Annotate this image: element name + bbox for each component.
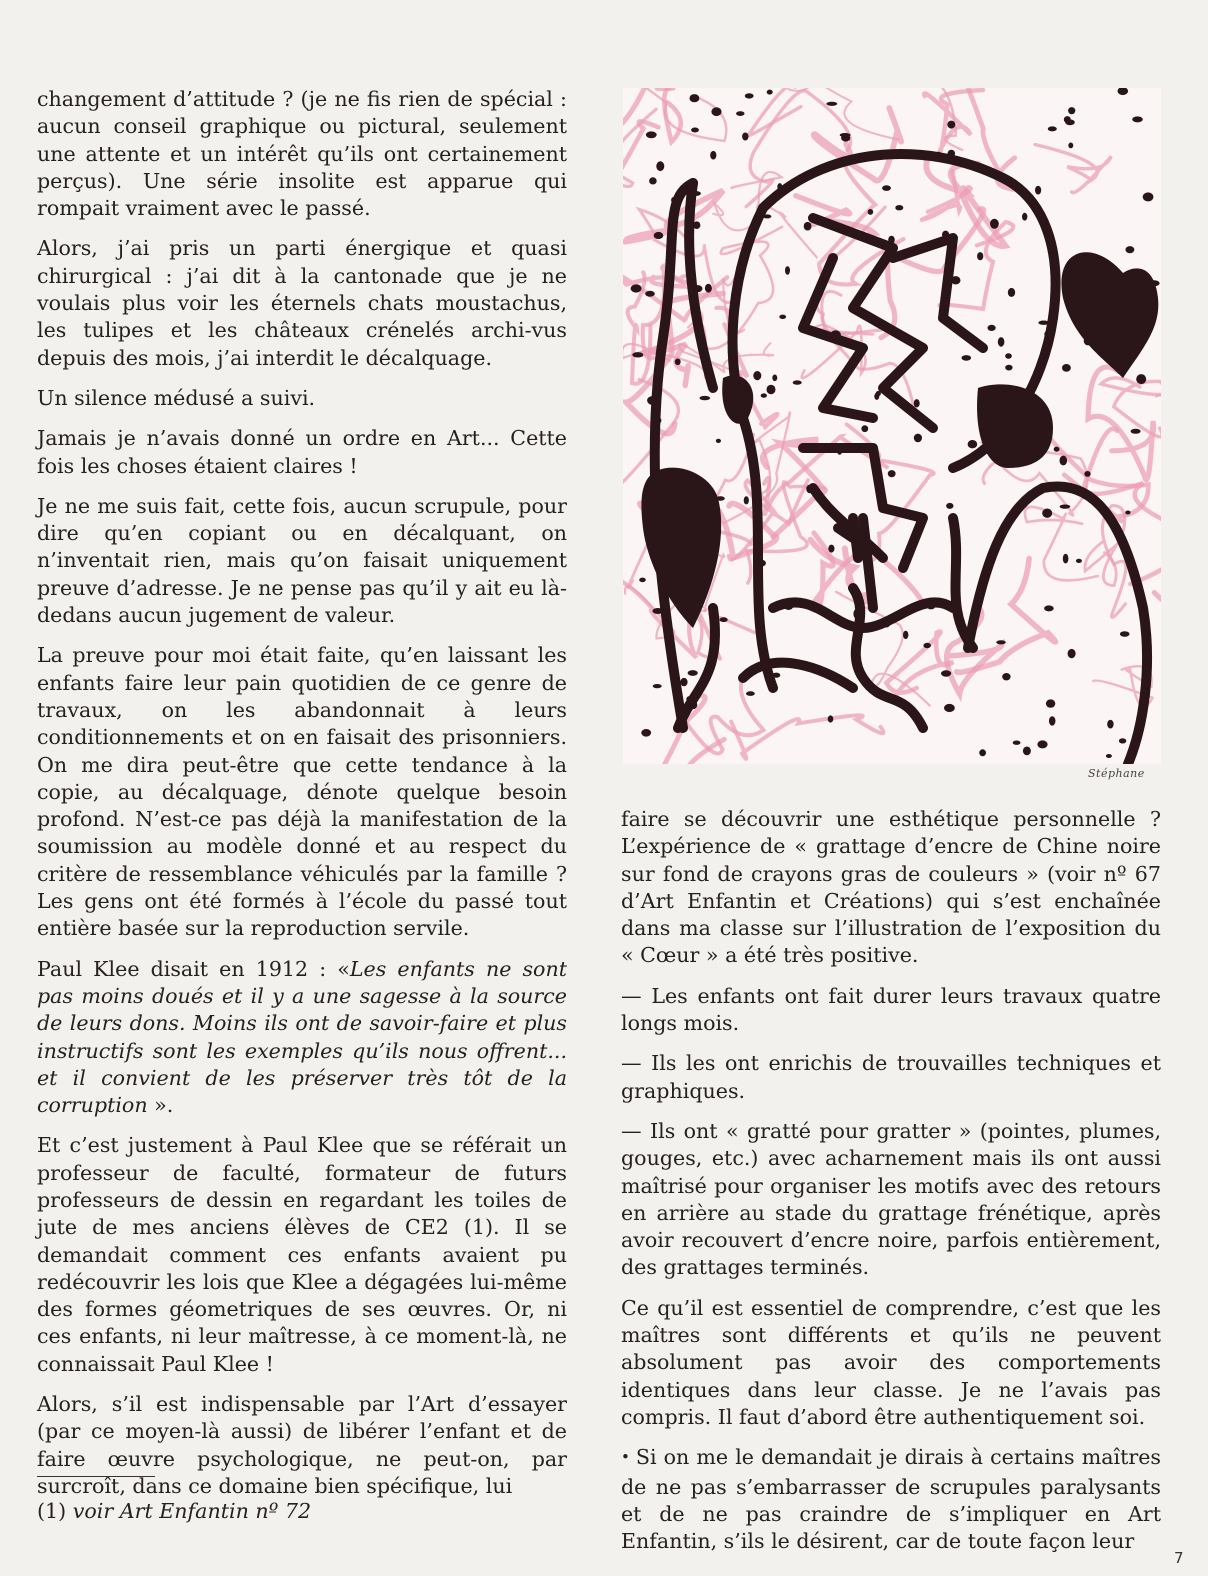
ink-dot <box>998 337 1005 347</box>
ink-dot <box>923 643 931 648</box>
ink-dot <box>968 440 978 448</box>
ink-dot <box>1063 554 1069 564</box>
paragraph: — Ils les ont enrichis de trouvailles techniques et graphiques. <box>621 1051 1161 1103</box>
ink-dot <box>936 152 942 156</box>
ink-dot <box>674 587 683 593</box>
ink-dot <box>1119 738 1126 743</box>
ink-dot <box>1037 740 1047 748</box>
ink-dot <box>654 232 664 239</box>
ink-dot <box>947 121 955 129</box>
ink-dot <box>631 284 642 292</box>
footnote <box>37 1498 311 1525</box>
ink-dot <box>1106 754 1112 758</box>
ink-dot <box>759 560 766 566</box>
ink-dot <box>793 380 802 384</box>
ink-dot <box>711 107 721 116</box>
ink-scratch-drawing <box>623 88 1161 764</box>
ink-dot <box>903 631 908 639</box>
ink-dot <box>1132 116 1143 122</box>
ink-dot <box>948 150 956 157</box>
ink-dot <box>705 284 712 293</box>
ink-dot <box>1107 720 1113 729</box>
ink-dot <box>1068 649 1076 658</box>
ink-dot <box>1049 716 1056 725</box>
ink-dot <box>1126 246 1135 253</box>
ink-dot <box>874 393 879 400</box>
ink-dot <box>888 236 895 244</box>
ink-dot <box>688 670 698 676</box>
ink-dot <box>720 617 728 622</box>
ink-dot <box>962 355 972 361</box>
ink-blob <box>1061 252 1158 378</box>
ink-dot <box>671 197 677 204</box>
ink-dot <box>990 219 999 229</box>
ink-dot <box>837 445 843 455</box>
ink-dot <box>1060 456 1068 466</box>
ink-dot <box>1143 192 1154 201</box>
paragraph: La preuve pour moi était faite, qu’en laissant les enfants faire leur pain quotidien de ce genre de travaux, on les abandonnait à leurs conditionnements et on en faisait des prisonniers. On me dira peut-être que cette tendance à la copie, au décalquage, dénote quelque besoin profond. N’est-ce pas déjà la manifestation de la soumission au modèle donné et au respect du critère de ressemblance véhiculés par la famille ? Les gens ont été formés à l’école du passé tout entière basée sur la reproduction servile. <box>37 643 567 941</box>
ink-dot <box>1084 337 1093 346</box>
child-artwork-illustration <box>623 88 1161 764</box>
ink-dot <box>691 191 701 196</box>
ink-dot <box>977 252 983 260</box>
ink-dot <box>992 415 1000 420</box>
ink-dot <box>692 551 702 559</box>
paragraph: — Ils ont « gratté pour gratter » (pointes, plumes, gouges, etc.) avec acharnement mais ils ont aussi maîtrisé pour organiser les motifs avec des retours en arrière au stade du grattage frénétique, après avoir recouvert d’encre noire, parfois entièrement, des grattages terminés. <box>621 1118 1161 1280</box>
ink-dot <box>1022 213 1027 221</box>
ink-dot <box>716 496 725 501</box>
ink-dot <box>767 385 776 395</box>
ink-dot <box>779 315 786 319</box>
ink-dot <box>1143 663 1150 672</box>
ink-dot <box>687 607 695 613</box>
ink-dot <box>1062 364 1071 372</box>
paragraph: changement d’attitude ? (je ne fis rien de spécial : aucun conseil graphique ou pictural, seulement une attente et un intérêt qu’ils ont certainement perçus). Une série insolite est apparue qui rompait vraiment avec le passé. <box>37 87 567 221</box>
artwork-caption: Stéphane <box>1088 767 1145 780</box>
ink-dot <box>745 93 754 98</box>
ink-dot <box>1068 143 1073 149</box>
ink-dot <box>1054 447 1060 452</box>
ink-stroke <box>968 487 1147 765</box>
ink-dot <box>914 399 920 407</box>
ink-dot <box>652 608 663 614</box>
right-text-column <box>621 806 1161 1555</box>
paragraph: Jamais je n’avais donné un ordre en Art... Cette fois les choses étaient claires ! <box>37 426 567 478</box>
quote-intro: Paul Klee disait en 1912 : « <box>37 956 350 981</box>
ink-dot <box>652 416 662 424</box>
bullet-paragraph <box>621 1444 1161 1555</box>
ink-dot <box>1023 747 1031 756</box>
ink-dot <box>1068 107 1075 114</box>
ink-dot <box>944 704 955 712</box>
pink-scribble <box>886 632 953 698</box>
ink-dot <box>895 205 903 210</box>
ink-dot <box>744 496 749 504</box>
ink-dot <box>729 400 734 405</box>
paragraph: — Les enfants ont fait durer leurs travaux quatre longs mois. <box>621 983 1161 1036</box>
ink-dot <box>1005 365 1012 371</box>
ink-dot <box>772 375 777 382</box>
ink-dot <box>941 670 951 676</box>
ink-dot <box>828 715 834 722</box>
paragraph: Alors, s’il est indispensable par l’Art d’essayer (par ce moyen-là aussi) de libérer l’enfant et de faire œuvre psychologique, ne peut-on, par surcroît, dans ce domaine bien spécifique, lui <box>37 1392 567 1498</box>
ink-dot <box>883 621 891 628</box>
ink-dot <box>1044 330 1052 337</box>
ink-dot <box>1002 673 1010 680</box>
ink-dot <box>1032 421 1041 427</box>
ink-dot <box>753 371 761 380</box>
paragraph-text: Si on me le demandait je dirais à certains maîtres de ne pas s’embarrasser de scrupules paralysants et de ne pas craindre de s’impliquer en Art Enfantin, s’ils le désirent, car de toute façon leur <box>621 1445 1161 1554</box>
ink-dot <box>951 276 961 284</box>
ink-dot <box>700 396 711 400</box>
ink-dot <box>767 90 773 95</box>
ink-dot <box>840 133 851 137</box>
pink-scribble <box>623 121 659 180</box>
ink-dot <box>853 609 859 619</box>
ink-dot <box>1136 374 1146 384</box>
ink-dot <box>1125 353 1131 360</box>
ink-dot <box>646 131 657 138</box>
ink-dot <box>632 352 643 357</box>
left-text-column <box>37 86 567 1500</box>
ink-dot <box>690 94 700 102</box>
ink-dot <box>1125 511 1130 515</box>
ink-dot <box>785 266 790 275</box>
footnote-marker: (1) <box>37 1499 67 1523</box>
ink-dot <box>647 396 657 405</box>
ink-dot <box>1060 505 1071 509</box>
ink-dot <box>695 318 702 322</box>
ink-dot <box>1149 280 1160 286</box>
ink-dot <box>979 749 986 756</box>
ink-dot <box>996 640 1006 644</box>
ink-dot <box>649 177 657 184</box>
pink-scribble <box>881 209 984 338</box>
page-number: 7 <box>1174 1549 1184 1567</box>
ink-dot <box>641 729 651 737</box>
ink-stroke <box>893 238 983 348</box>
paragraph: Je ne me suis fait, cette fois, aucun scrupule, pour dire qu’en copiant ou en décalquant, on n’inventait rien, mais qu’on faisait uniquement preuve d’adresse. Je ne pense pas qu’il y ait eu là-dedans aucun jugement de valeur. <box>37 493 567 628</box>
ink-dot <box>1118 88 1129 95</box>
ink-dot <box>1131 429 1141 434</box>
paragraph: faire se découvrir une esthétique personnelle ? L’expérience de « grattage d’encre de Chine noire sur fond de crayons gras de couleurs » (voir nº 67 d’Art Enfantin et Créations) qui s’est enchaînée dans ma classe sur l’illustration de l’exposition du « Cœur » a été très positive. <box>621 807 1161 968</box>
ink-dot <box>686 510 695 520</box>
ink-dot <box>988 325 996 331</box>
ink-dot <box>946 503 953 509</box>
ink-dot <box>882 185 891 191</box>
klee-quote: Les enfants ne sont pas moins doués et il y a une sagesse à la source de leurs dons. Moins ils ont de savoir-faire et plus instructifs sont les exemples qu’ils nous offrent... et il convient de les préserver très tôt de la corruption <box>37 956 567 1118</box>
ink-dot <box>926 600 936 609</box>
ink-dot <box>868 209 874 215</box>
ink-dot <box>1048 126 1057 131</box>
klee-quote-paragraph <box>37 956 567 1120</box>
ink-blob <box>977 384 1053 468</box>
ink-dot <box>688 488 698 494</box>
ink-dot <box>675 359 681 366</box>
ink-dot <box>942 231 949 239</box>
ink-dot <box>1035 449 1042 456</box>
footnote-rule <box>37 1476 155 1477</box>
paragraph: Un silence médusé a suivi. <box>37 385 316 410</box>
ink-dot <box>763 214 772 218</box>
ink-dot <box>783 601 793 610</box>
ink-dot <box>1046 699 1055 707</box>
ink-dot <box>686 696 693 702</box>
paragraph: Alors, j’ai pris un parti énergique et quasi chirurgical : j’ai dit à la cantonade que je ne voulais plus voir les éternels chats moustachus, les tulipes et les châteaux crénelés archi-vus depuis des mois, j’ai interdit le décalquage. <box>37 236 567 370</box>
ink-dot <box>645 291 655 297</box>
ink-dot <box>914 434 922 443</box>
ink-dot <box>1042 509 1052 518</box>
ink-dot <box>772 673 780 678</box>
ink-dot <box>656 161 664 171</box>
ink-dot <box>1065 119 1075 125</box>
ink-stroke <box>743 663 853 688</box>
ink-dot <box>736 111 744 116</box>
ink-dot <box>826 102 837 106</box>
ink-dot <box>888 470 896 477</box>
paragraph: Et c’est justement à Paul Klee que se référait un professeur de faculté, formateur de futurs professeurs de dessin en regardant les toiles de jute de mes anciens élèves de CE2 (1). Il se demandait comment ces enfants avaient pu redécouvrir les lois que Klee a dégagées lui-même des formes géometriques de ses œuvres. Or, ni ces enfants, ni leur maîtresse, à ce moment-là, ne connaissait Paul Klee ! <box>37 1133 567 1376</box>
ink-dot <box>830 330 841 339</box>
ink-dot <box>1002 392 1011 402</box>
ink-dot <box>838 376 848 380</box>
ink-dot <box>1008 288 1015 297</box>
ink-dot <box>834 160 839 169</box>
ink-dot <box>1120 631 1130 637</box>
ink-dot <box>761 393 767 397</box>
ink-dot <box>693 221 700 229</box>
ink-dot <box>806 485 813 494</box>
quote-end: ». <box>147 1093 174 1118</box>
ink-dot <box>861 425 868 432</box>
ink-blob <box>641 468 721 628</box>
ink-dot <box>828 545 834 553</box>
ink-dot <box>691 128 699 133</box>
ink-dot <box>1035 186 1041 195</box>
ink-dot <box>1084 471 1090 477</box>
ink-dot <box>1040 415 1050 422</box>
ink-dot <box>1013 741 1021 745</box>
ink-dot <box>680 678 687 686</box>
bullet-icon: • <box>621 1448 630 1467</box>
pink-scribble <box>788 88 898 140</box>
ink-dot <box>709 492 714 499</box>
paragraph: Ce qu’il est essentiel de comprendre, c’est que les maîtres sont différents et qu’ils ne peuvent absolument pas avoir des comportements identiques dans leur classe. Je ne l’avais pas compris. Il faut d’abord être authentiquement soi. <box>621 1295 1161 1429</box>
ink-dot <box>710 151 716 160</box>
ink-dot <box>777 183 782 191</box>
ink-dot <box>653 684 662 688</box>
ink-dot <box>716 439 721 443</box>
ink-blob <box>722 375 753 423</box>
ink-dot <box>1005 353 1012 359</box>
ink-dot <box>746 691 755 696</box>
ink-dot <box>804 222 812 231</box>
ink-dot <box>1076 559 1082 563</box>
ink-dot <box>742 133 748 141</box>
pink-scribble <box>731 715 883 759</box>
footnote-text: voir Art Enfantin nº 72 <box>66 1499 312 1523</box>
ink-dot <box>1044 605 1054 611</box>
ink-dot <box>686 573 696 582</box>
ink-dot <box>693 285 702 292</box>
ink-dot <box>1038 321 1049 325</box>
ink-dot <box>639 578 646 583</box>
pink-scribble <box>1035 145 1111 193</box>
ink-dot <box>1075 319 1086 328</box>
